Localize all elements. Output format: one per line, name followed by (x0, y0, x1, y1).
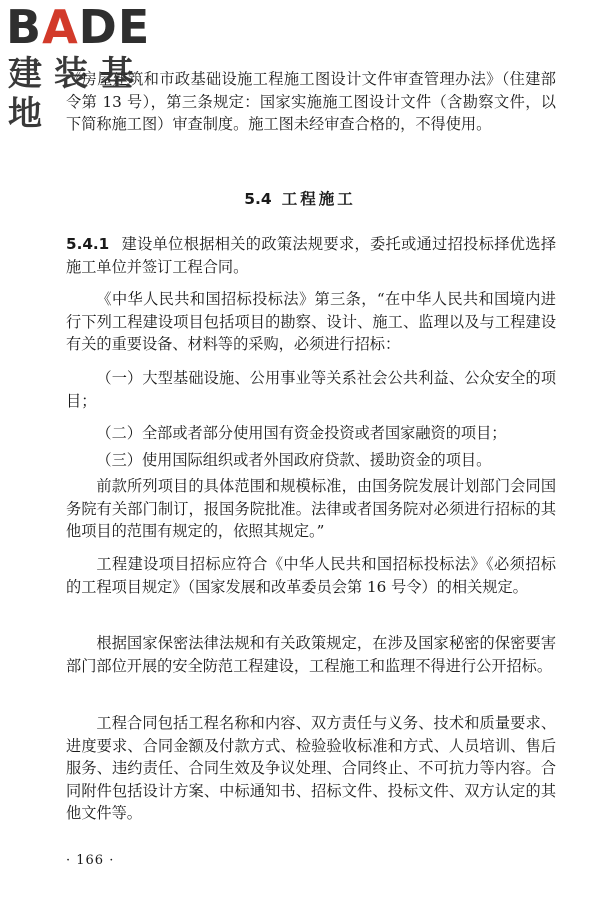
paragraph-intro: 《房屋建筑和市政基础设施工程施工图设计文件审查管理办法》（住建部令第 13 号），第三条规定：国家实施施工图设计文件（含勘察文件，以下简称施工图）审查制度。施工图未经审查合格的，不得使用。 (66, 70, 556, 133)
page-number: · 166 · (66, 853, 115, 868)
watermark-brand-suffix: DE (78, 0, 151, 54)
article-text: 建设单位根据相关的政策法规要求，委托或通过招投标择优选择施工单位并签订工程合同。 (66, 235, 556, 276)
watermark-brand-accent: A (42, 0, 79, 54)
section-number: 5.4 (244, 190, 272, 208)
section-heading (0, 187, 600, 209)
paragraph-rules: 工程建设项目招标应符合《中华人民共和国招标投标法》《必须招标的工程项目规定》（国家发展和改革委员会第 16 号令）的相关规定。 (66, 555, 556, 596)
paragraph-contract: 工程合同包括工程名称和内容、双方责任与义务、技术和质量要求、进度要求、合同金额及付款方式、检验验收标准和方式、人员培训、售后服务、违约责任、合同生效及争议处理、合同终止、不可抗力等内容。合同附件包括设计方案、中标通知书、招标文件、投标文件、双方认定的其他文件等。 (66, 714, 556, 822)
article-number: 5.4.1 (66, 235, 110, 253)
paragraph-law-quote: 《中华人民共和国招标投标法》第三条，“在中华人民共和国境内进行下列工程建设项目包括项目的勘察、设计、施工、监理以及与工程建设有关的重要设备、材料等的采购，必须进行招标： (66, 290, 556, 353)
watermark-subtitle: 建装基地 (8, 54, 146, 134)
article-5-4-1 (66, 233, 556, 278)
paragraph-item-1: （一）大型基础设施、公用事业等关系社会公共利益、公众安全的项目； (66, 369, 556, 410)
paragraph-item-3: （三）使用国际组织或者外国政府贷款、援助资金的项目。 (96, 451, 492, 469)
paragraph-scope: 前款所列项目的具体范围和规模标准，由国务院发展计划部门会同国务院有关部门制订，报国务院批准。法律或者国务院对必须进行招标的其他项目的范围有规定的，依照其规定。” (66, 477, 556, 540)
paragraph-item-2: （二）全部或者部分使用国有资金投资或者国家融资的项目； (96, 424, 507, 442)
section-title: 工程施工 (281, 190, 356, 208)
paragraph-secret: 根据国家保密法律法规和有关政策规定，在涉及国家秘密的保密要害部门部位开展的安全防范工程建设，工程施工和监理不得进行公开招标。 (66, 634, 556, 675)
watermark-brand-prefix: B (6, 0, 43, 54)
